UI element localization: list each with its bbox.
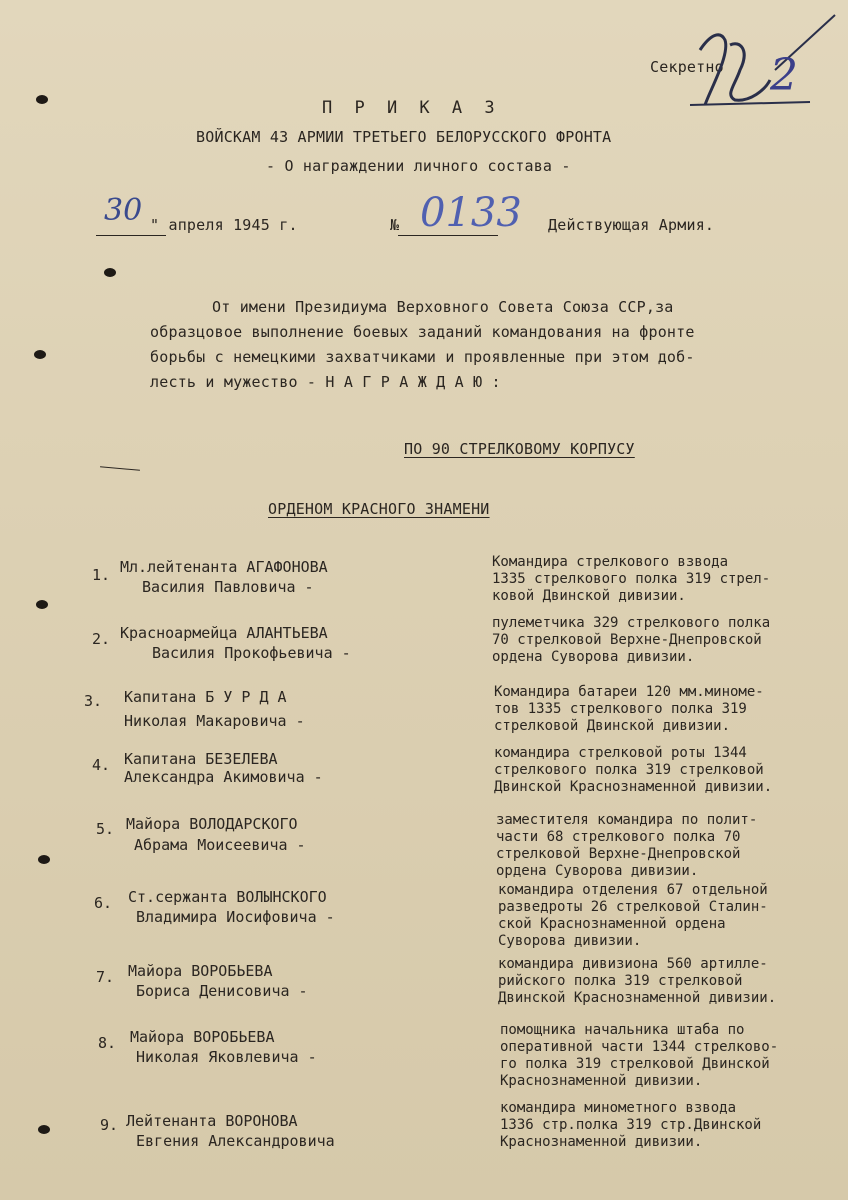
position-line: Командира стрелкового взвода <box>492 554 729 570</box>
awardee-position <box>492 554 770 605</box>
date-day-handwritten: 30 <box>104 193 143 228</box>
punch-hole <box>38 1125 50 1134</box>
position-line: командира стрелковой роты 1344 <box>494 745 747 761</box>
awardee-position <box>500 1022 778 1090</box>
preamble-line: образцовое выполнение боевых заданий командования на фронте <box>150 323 695 341</box>
position-line: Двинской Краснознаменной дивизии. <box>498 990 777 1006</box>
punch-hole <box>38 855 50 864</box>
awardee-given-names: Владимира Иосифовича - <box>136 908 335 926</box>
awardee-rank-surname: Мл.лейтенанта АГАФОНОВА <box>120 558 328 576</box>
awardee-position <box>494 745 772 796</box>
position-line: го полка 319 стрелковой Двинской <box>500 1056 770 1072</box>
awardee-number: 3. <box>84 692 103 710</box>
position-line: оперативной части 1344 стрелково- <box>500 1039 779 1055</box>
position-line: стрелковой Двинской дивизии. <box>494 718 731 734</box>
position-line: Краснознаменной дивизии. <box>500 1134 703 1150</box>
position-line: 70 стрелковой Верхне-Днепровской <box>492 632 762 648</box>
position-line: заместителя командира по полит- <box>496 812 758 828</box>
corps-heading: ПО 90 СТРЕЛКОВОМУ КОРПУСУ <box>404 440 635 458</box>
position-line: командира отделения 67 отдельной <box>498 882 768 898</box>
position-line: части 68 стрелкового полка 70 <box>496 829 741 845</box>
awardee-rank-surname: Майора ВОРОБЬЕВА <box>128 962 273 980</box>
awardee-given-names: Николая Макаровича - <box>124 712 305 730</box>
order-title: П Р И К А З <box>322 98 501 118</box>
awardee-number: 8. <box>98 1034 117 1052</box>
awardee-number: 5. <box>96 820 115 838</box>
position-line: 1335 стрелкового полка 319 стрел- <box>492 571 771 587</box>
order-number-handwritten: 0133 <box>420 190 522 236</box>
position-line: тов 1335 стрелкового полка 319 <box>494 701 747 717</box>
order-heading: ОРДЕНОМ КРАСНОГО ЗНАМЕНИ <box>268 500 490 518</box>
date-day-underline <box>96 235 166 236</box>
preamble-line: От имени Президиума Верховного Совета Союза ССР,за <box>212 298 674 316</box>
position-line: ордена Суворова дивизии. <box>496 863 699 879</box>
punch-hole <box>36 600 48 609</box>
awardee-rank-surname: Майора ВОРОБЬЕВА <box>130 1028 275 1046</box>
position-line: ской Краснознаменной ордена <box>498 916 726 932</box>
position-line: Двинской Краснознаменной дивизии. <box>494 779 773 795</box>
awardee-given-names: Василия Павловича - <box>142 578 314 596</box>
handwritten-mark: 2 <box>770 50 798 101</box>
awardee-position <box>500 1100 761 1151</box>
handwritten-mark-icon <box>680 10 840 120</box>
awardee-rank-surname: Капитана БЕЗЕЛЕВА <box>124 750 278 768</box>
position-line: стрелкового полка 319 стрелковой <box>494 762 764 778</box>
awardee-number: 9. <box>100 1116 119 1134</box>
awardee-number: 4. <box>92 756 111 774</box>
pen-stroke <box>100 466 140 470</box>
punch-hole <box>104 268 116 277</box>
date-text: " апреля 1945 г. <box>150 216 298 234</box>
preamble-line: лесть и мужество - Н А Г Р А Ж Д А Ю : <box>150 373 501 391</box>
order-subject: - О награждении личного состава - <box>266 157 571 175</box>
position-line: ордена Суворова дивизии. <box>492 649 695 665</box>
position-line: разведроты 26 стрелковой Сталин- <box>498 899 768 915</box>
position-line: командира минометного взвода <box>500 1100 737 1116</box>
awardee-position <box>498 956 776 1007</box>
preamble-line: борьбы с немецкими захватчиками и проявленные при этом доб- <box>150 348 695 366</box>
order-number-underline <box>398 235 498 236</box>
position-line: рийского полка 319 стрелковой <box>498 973 743 989</box>
awardee-position <box>496 812 757 880</box>
awardee-given-names: Василия Прокофьевича - <box>152 644 351 662</box>
awardee-number: 2. <box>92 630 111 648</box>
awardee-given-names: Николая Яковлевича - <box>136 1048 317 1066</box>
punch-hole <box>36 95 48 104</box>
order-subtitle: ВОЙСКАМ 43 АРМИИ ТРЕТЬЕГО БЕЛОРУССКОГО ФРОНТА <box>196 128 612 146</box>
awardee-given-names: Евгения Александровича <box>136 1132 335 1150</box>
awardee-given-names: Абрама Моисеевича - <box>134 836 306 854</box>
awardee-rank-surname: Капитана Б У Р Д А <box>124 688 287 706</box>
awardee-rank-surname: Ст.сержанта ВОЛЫНСКОГО <box>128 888 327 906</box>
position-line: ковой Двинской дивизии. <box>492 588 686 604</box>
awardee-number: 6. <box>94 894 113 912</box>
position-line: помощника начальника штаба по <box>500 1022 745 1038</box>
position-line: Суворова дивизии. <box>498 933 642 949</box>
awardee-position <box>498 882 768 950</box>
awardee-position <box>492 615 770 666</box>
awardee-rank-surname: Майора ВОЛОДАРСКОГО <box>126 815 298 833</box>
awardee-number: 1. <box>92 566 111 584</box>
position-line: 1336 стр.полка 319 стр.Двинской <box>500 1117 762 1133</box>
awardee-position <box>494 684 764 735</box>
awardee-rank-surname: Лейтенанта ВОРОНОВА <box>126 1112 298 1130</box>
position-line: Командира батареи 120 мм.миноме- <box>494 684 764 700</box>
position-line: Краснознаменной дивизии. <box>500 1073 703 1089</box>
position-line: пулеметчика 329 стрелкового полка <box>492 615 771 631</box>
punch-hole <box>34 350 46 359</box>
awardee-given-names: Бориса Денисовича - <box>136 982 308 1000</box>
awardee-given-names: Александра Акимовича - <box>124 768 323 786</box>
awardee-rank-surname: Красноармейца АЛАНТЬЕВА <box>120 624 328 642</box>
position-line: стрелковой Верхне-Днепровской <box>496 846 741 862</box>
number-prefix: № <box>390 216 400 234</box>
army-label: Действующая Армия. <box>548 216 715 234</box>
position-line: командира дивизиона 560 артилле- <box>498 956 768 972</box>
awardee-number: 7. <box>96 968 115 986</box>
secret-label: Секретно <box>650 58 724 76</box>
